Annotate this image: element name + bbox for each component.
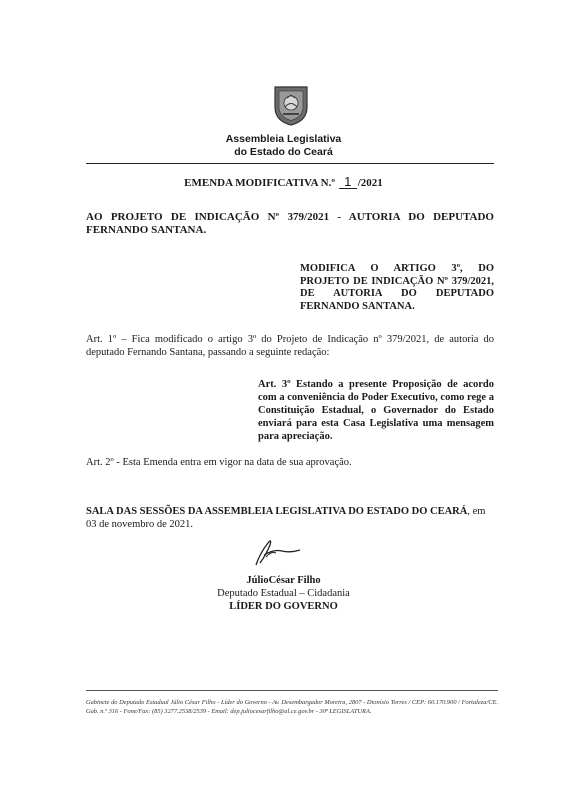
signer-name: JúlioCésar Filho bbox=[246, 575, 321, 586]
signer-title: LÍDER DO GOVERNO bbox=[229, 601, 338, 612]
handwritten-signature bbox=[246, 535, 310, 569]
article-3-new-wording: Art. 3º Estando a presente Proposição de acordo com a conveniência do Poder Executivo, como rege a Constituição Estadual, o Governador do Estado enviará para esta Casa Legislativa uma mensagem para apreciação. bbox=[258, 379, 494, 442]
emenda-prefix: EMENDA MODIFICATIVA N.º bbox=[184, 177, 335, 189]
emenda-title bbox=[0, 176, 567, 189]
session-hall-date: , em 03 de novembro de 2021. bbox=[86, 506, 486, 530]
footer-contact: Gabinete do Deputado Estadual Júlio César Filho - Líder do Governo - Av. Desembargador Moreira, 2807 - Dionísio Torres / CEP: 60.170.900 / Fortaleza/CE. Gab. n.º 316 - Fone/Fax: (85) 3277.2538/2539 - Email: dep.juliocesarfilho@al.ce.gov.br - 30ª LEGISLATURA. bbox=[86, 699, 498, 715]
session-hall-statement bbox=[86, 505, 496, 531]
header-divider bbox=[86, 163, 494, 164]
emenda-suffix: /2021 bbox=[357, 177, 383, 189]
institution-name-line1: Assembleia Legislativa bbox=[225, 133, 342, 145]
project-reference: AO PROJETO DE INDICAÇÃO Nº 379/2021 - AUTORIA DO DEPUTADO FERNANDO SANTANA. bbox=[86, 211, 494, 236]
state-coat-of-arms-seal bbox=[271, 83, 311, 127]
emenda-number: 1 bbox=[339, 176, 357, 189]
ementa: MODIFICA O ARTIGO 3º, DO PROJETO DE INDICAÇÃO Nº 379/2021, DE AUTORIA DO DEPUTADO FERNANDO SANTANA. bbox=[300, 263, 494, 312]
footer-divider bbox=[86, 690, 498, 691]
session-hall-title: SALA DAS SESSÕES DA ASSEMBLEIA LEGISLATIVA DO ESTADO DO CEARÁ bbox=[86, 506, 468, 517]
article-2: Art. 2º - Esta Emenda entra em vigor na data de sua aprovação. bbox=[86, 457, 352, 468]
institution-name-line2: do Estado do Ceará bbox=[234, 146, 333, 158]
signer-role: Deputado Estadual – Cidadania bbox=[217, 588, 350, 599]
article-1: Art. 1º – Fica modificado o artigo 3º do Projeto de Indicação nº 379/2021, de autoria do deputado Fernando Santana, passando a seguinte redação: bbox=[86, 334, 494, 358]
